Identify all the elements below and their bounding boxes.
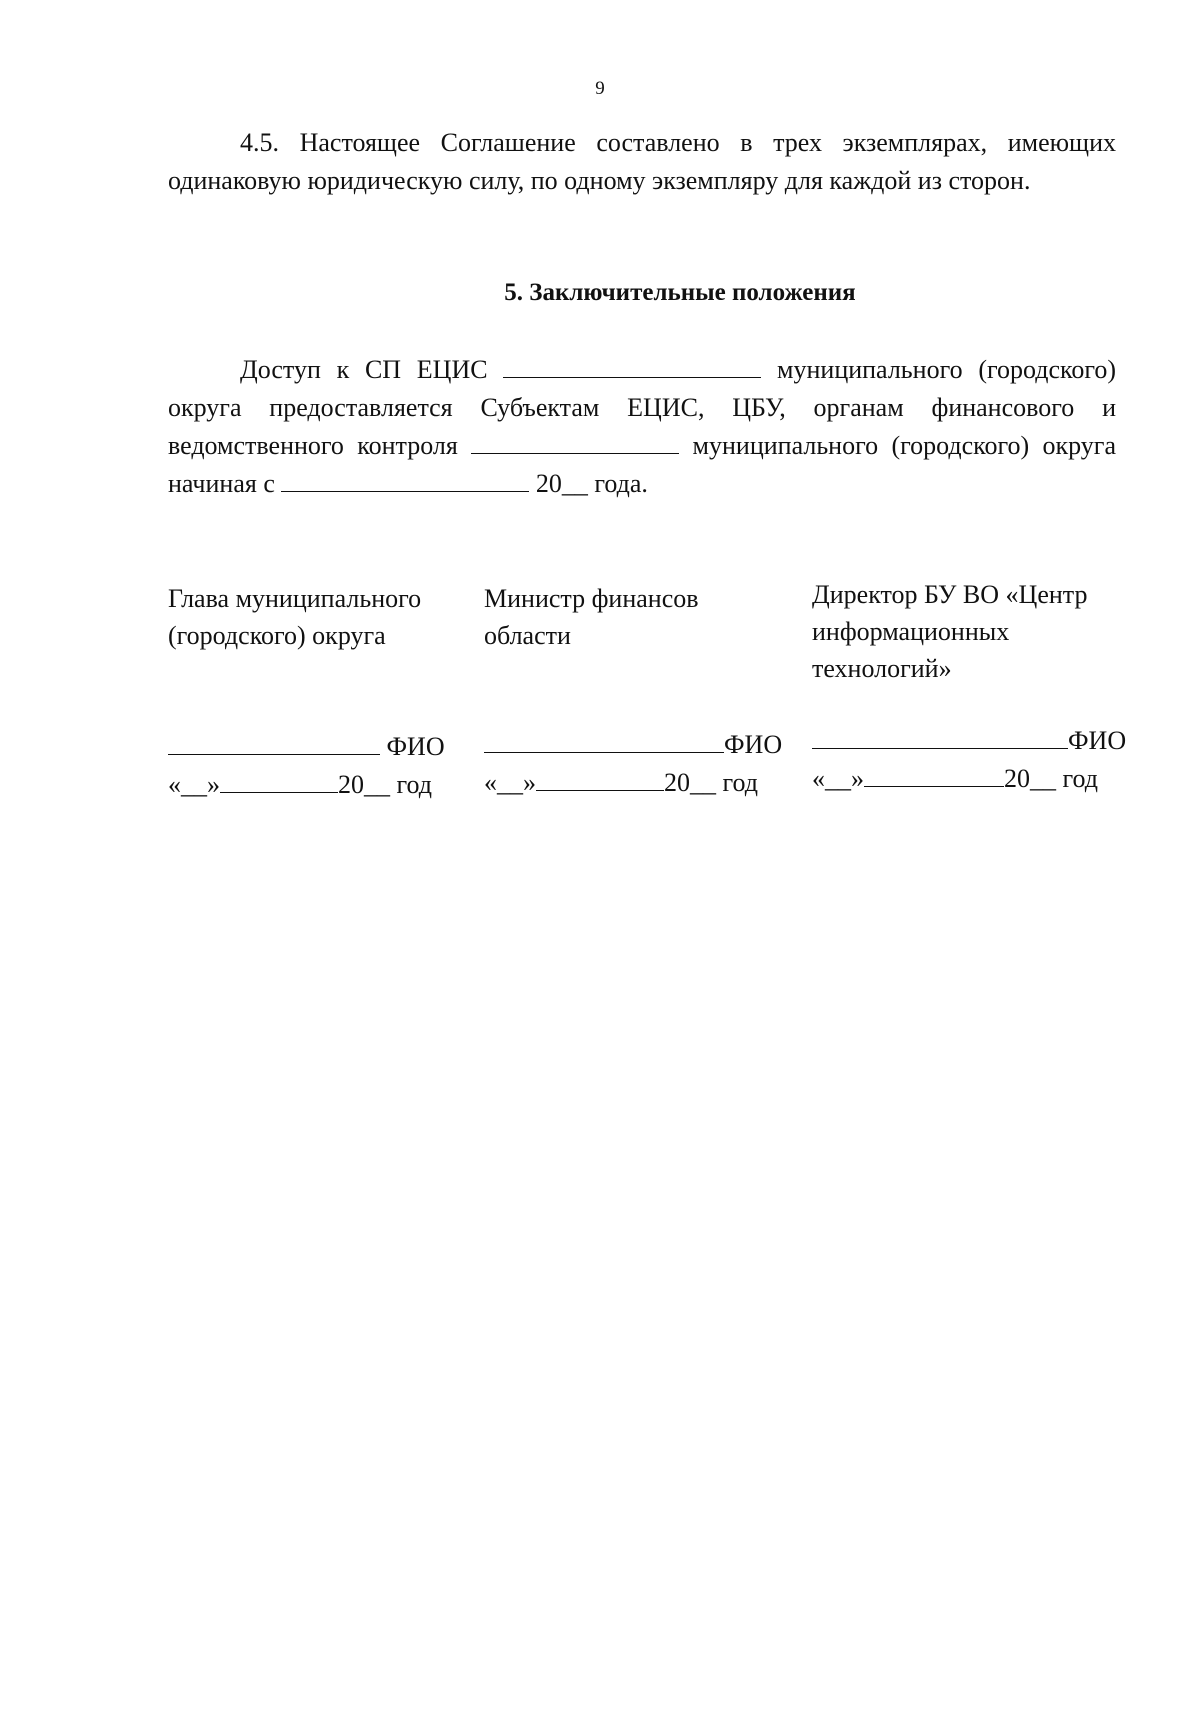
blank-field-municipality[interactable] [503, 355, 761, 378]
signature-line-director [812, 722, 1126, 759]
section-heading: 5. Заключительные положения [504, 279, 856, 306]
date-line-director [812, 760, 1098, 797]
signatory-finance-minister [484, 580, 784, 654]
fio-label: ФИО [386, 732, 445, 761]
fio-label: ФИО [724, 730, 783, 759]
signatory-title-line: технологий» [812, 654, 952, 683]
date-year: 20__ год [338, 770, 432, 799]
final-para-part2: муниципального (городского) округа предоставляется Субъектам ЕЦИС, ЦБУ, органам финансового и ведомственного контроля [168, 355, 1116, 460]
signatory-title-line: Глава муниципального [168, 584, 422, 613]
final-para-part1: Доступ к СП ЕЦИС [240, 355, 488, 384]
signature-line-head [168, 728, 445, 765]
final-provisions-paragraph [168, 351, 1116, 503]
date-day-quote: «__» [812, 764, 864, 793]
signature-field[interactable] [812, 726, 1068, 749]
date-month-field[interactable] [864, 764, 1004, 787]
signatory-title-line: области [484, 621, 571, 650]
signatory-title-line: Министр финансов [484, 584, 699, 613]
fio-label: ФИО [1068, 726, 1127, 755]
clause-4-5-text: 4.5. Настоящее Соглашение составлено в трех экземплярах, имеющих одинаковую юридическую силу, по одному экземпляру для каждой из сторон. [168, 128, 1116, 195]
final-para-part4: 20__ года. [535, 469, 648, 498]
signatory-title-line: (городского) округа [168, 621, 386, 650]
page-number: 9 [595, 78, 605, 99]
date-day-quote: «__» [484, 768, 536, 797]
blank-field-start-date[interactable] [281, 469, 529, 492]
clause-4-5 [168, 124, 1116, 200]
date-month-field[interactable] [536, 768, 664, 791]
signatory-title-line: Директор БУ ВО «Центр [812, 580, 1088, 609]
signature-line-minister [484, 726, 782, 763]
signatory-head-of-district [168, 580, 468, 654]
date-day-quote: «__» [168, 770, 220, 799]
signatory-it-center-director [812, 576, 1132, 687]
date-year: 20__ год [664, 768, 758, 797]
signatory-title-line: информационных [812, 617, 1010, 646]
date-line-minister [484, 764, 758, 801]
signature-field[interactable] [484, 730, 724, 753]
blank-field-municipality-control[interactable] [471, 431, 679, 454]
date-line-head [168, 766, 432, 803]
date-month-field[interactable] [220, 770, 338, 793]
date-year: 20__ год [1004, 764, 1098, 793]
signature-field[interactable] [168, 732, 380, 755]
final-para-part3: муниципального (городского) округа начиная с [168, 431, 1117, 498]
